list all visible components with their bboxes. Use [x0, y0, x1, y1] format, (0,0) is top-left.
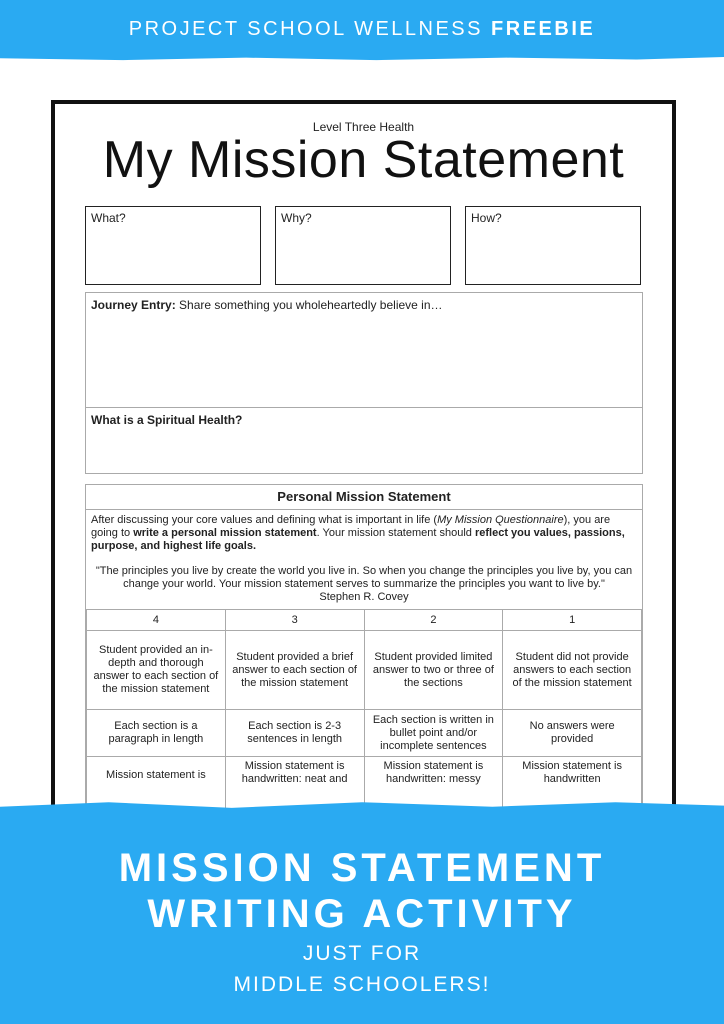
instr-bold2: reflect you values, passions, purpose, and highest life goals. — [91, 527, 625, 552]
instr-italic: My Mission Questionnaire — [437, 514, 564, 526]
activity-title-line2: WRITING ACTIVITY — [147, 892, 577, 936]
instr-part1: After discussing your core values and defining what is important in life ( — [91, 514, 438, 526]
score-4: 4 — [87, 610, 226, 631]
rubric-row-length — [87, 710, 642, 757]
why-box[interactable]: Why? — [275, 206, 451, 285]
personal-mission-heading: Personal Mission Statement — [86, 485, 642, 510]
score-3: 3 — [225, 610, 364, 631]
worksheet-title: My Mission Statement — [102, 131, 625, 189]
rubric-cell: Mission statement is — [87, 757, 226, 817]
subtitle-line2: MIDDLE SCHOOLERS! — [233, 973, 491, 996]
spiritual-health-question: What is a Spiritual Health? — [91, 413, 243, 427]
covey-quote — [91, 565, 637, 604]
score-1: 1 — [503, 610, 642, 631]
rubric-cell: Each section is a paragraph in length — [87, 710, 226, 757]
personal-mission-section — [85, 484, 643, 820]
journey-label: Journey Entry: — [91, 298, 176, 312]
spiritual-health-box[interactable] — [86, 408, 642, 432]
worksheet-document — [51, 100, 676, 820]
banner-text-bold: FREEBIE — [491, 18, 596, 40]
rubric-cell: Mission statement is handwritten — [503, 757, 642, 817]
activity-subtitle — [0, 938, 724, 1000]
instr-part2: ), you are going to — [91, 514, 611, 539]
rubric-score-row — [87, 610, 642, 631]
how-box[interactable]: How? — [465, 206, 641, 285]
journey-prompt: Share something you wholeheartedly believe in… — [175, 298, 443, 312]
quote-author: Stephen R. Covey — [319, 591, 409, 603]
personal-mission-instructions — [86, 510, 642, 607]
banner-text-regular: PROJECT SCHOOL WELLNESS — [128, 18, 492, 40]
rubric-cell: Mission statement is handwritten: messy — [364, 757, 503, 817]
score-2: 2 — [364, 610, 503, 631]
journey-entry-box[interactable] — [86, 293, 642, 408]
subtitle-line1: JUST FOR — [302, 942, 422, 965]
rubric-cell: No answers were provided — [503, 710, 642, 757]
what-box[interactable]: What? — [85, 206, 261, 285]
rubric-cell: Student provided limited answer to two or three of the sections — [364, 631, 503, 710]
rubric-cell: Each section is 2-3 sentences in length — [225, 710, 364, 757]
rubric-cell: Student did not provide answers to each section of the mission statement — [503, 631, 642, 710]
rubric-cell: Student provided a brief answer to each section of the mission statement — [225, 631, 364, 710]
journey-section — [85, 292, 643, 474]
level-label: Level Three Health — [312, 120, 415, 134]
rubric-table — [86, 609, 642, 817]
rubric-cell: Each section is written in bullet point and/or incomplete sentences — [364, 710, 503, 757]
rubric-cell: Mission statement is handwritten: neat and — [225, 757, 364, 817]
instr-bold1: write a personal mission statement — [133, 527, 317, 539]
top-banner-text — [0, 18, 724, 41]
activity-title-line1: MISSION STATEMENT — [118, 846, 606, 890]
rubric-cell: Student provided an in-depth and thorough answer to each section of the mission statement — [87, 631, 226, 710]
instr-part3: . Your mission statement should — [316, 527, 475, 539]
activity-title — [0, 845, 724, 937]
quote-text: "The principles you live by create the world you live in. So when you change the principles you live by, you can change your world. Your mission statement serves to summarize the principles you want to live by." — [95, 565, 633, 590]
rubric-row-answers — [87, 631, 642, 710]
